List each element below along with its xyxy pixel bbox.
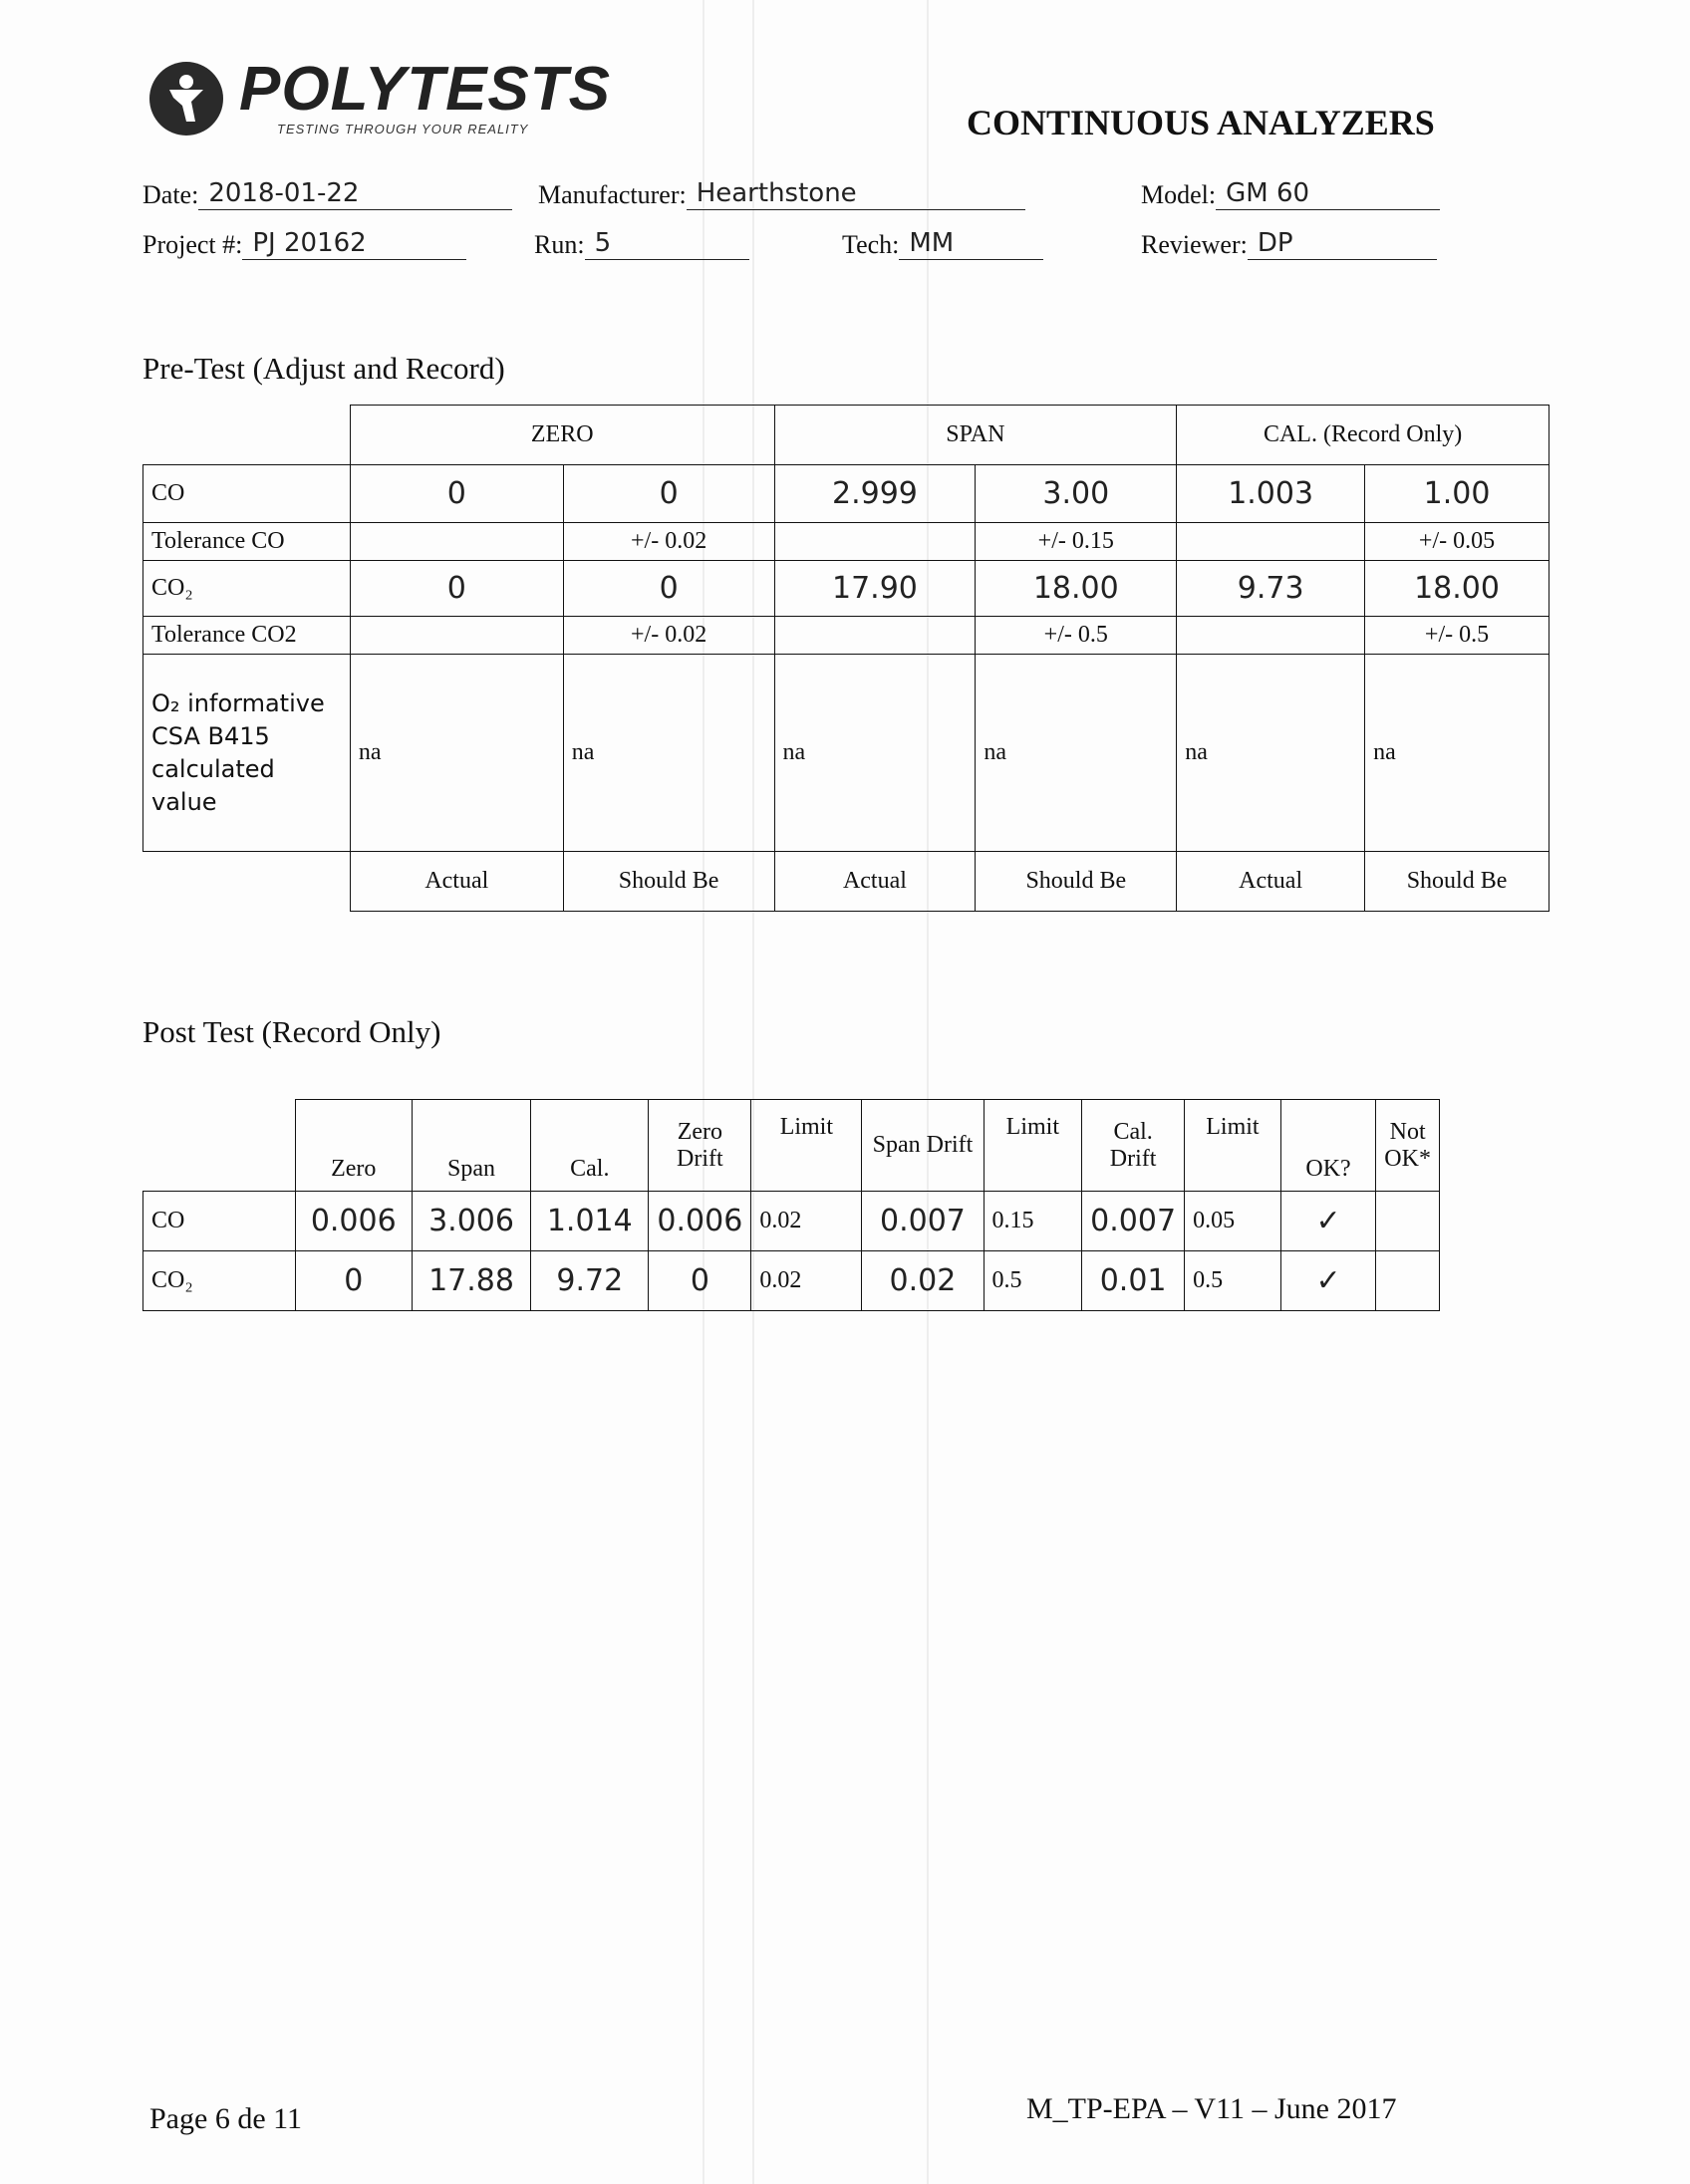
cell: 18.00 <box>1365 561 1549 617</box>
zero-header: ZERO <box>350 406 774 465</box>
cell: 1.00 <box>1365 465 1549 523</box>
col-footer: Should Be <box>976 852 1177 912</box>
row-label: Tolerance CO2 <box>143 617 351 655</box>
col-header: Span Drift <box>862 1100 984 1192</box>
cell <box>350 617 563 655</box>
model-value: GM 60 <box>1216 177 1440 210</box>
col-header: Limit <box>751 1100 862 1192</box>
scan-artifact <box>703 0 704 2184</box>
cell: 0.007 <box>862 1192 984 1251</box>
date-value: 2018-01-22 <box>198 177 512 210</box>
scan-artifact <box>927 0 929 2184</box>
col-header: Zero Drift <box>649 1100 751 1192</box>
cell: ✓ <box>1280 1192 1375 1251</box>
cell: 17.88 <box>412 1251 530 1311</box>
tech-field: Tech: MM <box>842 227 1043 260</box>
pretest-heading: Pre-Test (Adjust and Record) <box>142 351 505 386</box>
posttest-table <box>142 1099 1440 1311</box>
table-row <box>143 617 1549 655</box>
cell: 0.5 <box>984 1251 1082 1311</box>
cell: +/- 0.02 <box>563 617 774 655</box>
cell: 3.006 <box>412 1192 530 1251</box>
col-header: Limit <box>1185 1100 1281 1192</box>
cell: +/- 0.5 <box>1365 617 1549 655</box>
col-header: Span <box>412 1100 530 1192</box>
cell <box>1177 617 1365 655</box>
brand-name: POLYTESTS <box>239 55 612 124</box>
col-footer: Actual <box>1177 852 1365 912</box>
cell: 0.02 <box>751 1192 862 1251</box>
cell <box>350 523 563 561</box>
col-header: Cal. Drift <box>1082 1100 1185 1192</box>
document-id: M_TP-EPA – V11 – June 2017 <box>1026 2092 1397 2125</box>
cell: 0.006 <box>649 1192 751 1251</box>
cell: 0.05 <box>1185 1192 1281 1251</box>
scan-artifact <box>752 0 754 2184</box>
span-header: SPAN <box>774 406 1177 465</box>
table-row <box>143 561 1549 617</box>
brand-tagline: TESTING THROUGH YOUR REALITY <box>277 122 529 136</box>
date-field: Date: 2018-01-22 <box>142 177 512 210</box>
model-field: Model: GM 60 <box>1141 177 1440 210</box>
run-field: Run: 5 <box>534 227 749 260</box>
col-footer: Actual <box>350 852 563 912</box>
cell: ✓ <box>1280 1251 1375 1311</box>
cell <box>774 523 976 561</box>
cell: 18.00 <box>976 561 1177 617</box>
cell <box>1376 1192 1440 1251</box>
cell: 0.02 <box>751 1251 862 1311</box>
col-header: Zero <box>295 1100 412 1192</box>
cell: 1.003 <box>1177 465 1365 523</box>
col-footer: Actual <box>774 852 976 912</box>
row-label: CO₂ <box>143 1251 296 1311</box>
table-row <box>143 1192 1440 1251</box>
reviewer-value: DP <box>1248 227 1437 260</box>
col-header: Cal. <box>531 1100 649 1192</box>
document-title: CONTINUOUS ANALYZERS <box>967 103 1435 142</box>
table-row <box>143 655 1549 852</box>
cell: +/- 0.15 <box>976 523 1177 561</box>
col-header: Limit <box>984 1100 1082 1192</box>
cell: 0 <box>649 1251 751 1311</box>
col-header: OK? <box>1280 1100 1375 1192</box>
polytests-logo <box>149 55 612 144</box>
cell: 9.72 <box>531 1251 649 1311</box>
cell: 17.90 <box>774 561 976 617</box>
cell: 0 <box>563 465 774 523</box>
pretest-table <box>142 405 1549 912</box>
page-number: Page 6 de 11 <box>149 2102 303 2135</box>
cell: 0.15 <box>984 1192 1082 1251</box>
cell: 0.01 <box>1082 1251 1185 1311</box>
cell <box>774 617 976 655</box>
cell: 0.006 <box>295 1192 412 1251</box>
logo-person-icon <box>149 62 223 136</box>
cell: na <box>563 655 774 852</box>
cell: 0.007 <box>1082 1192 1185 1251</box>
col-footer: Should Be <box>1365 852 1549 912</box>
cell: 2.999 <box>774 465 976 523</box>
col-header: Not OK* <box>1376 1100 1440 1192</box>
cell: 0 <box>295 1251 412 1311</box>
cell: 9.73 <box>1177 561 1365 617</box>
cell <box>1177 523 1365 561</box>
manufacturer-field: Manufacturer: Hearthstone <box>538 177 1025 210</box>
row-label: CO <box>143 465 351 523</box>
cell <box>1376 1251 1440 1311</box>
table-row <box>143 1251 1440 1311</box>
table-row <box>143 523 1549 561</box>
cell: +/- 0.02 <box>563 523 774 561</box>
reviewer-field: Reviewer: DP <box>1141 227 1437 260</box>
manufacturer-value: Hearthstone <box>687 177 1025 210</box>
cell: na <box>1177 655 1365 852</box>
cell: 0.02 <box>862 1251 984 1311</box>
cal-header: CAL. (Record Only) <box>1177 406 1549 465</box>
cell: na <box>350 655 563 852</box>
cell: 0 <box>350 465 563 523</box>
row-label: CO₂ <box>143 561 351 617</box>
run-value: 5 <box>585 227 749 260</box>
posttest-heading: Post Test (Record Only) <box>142 1014 441 1049</box>
cell: +/- 0.05 <box>1365 523 1549 561</box>
cell: na <box>774 655 976 852</box>
cell: na <box>976 655 1177 852</box>
cell: na <box>1365 655 1549 852</box>
tech-value: MM <box>899 227 1043 260</box>
cell: 0 <box>563 561 774 617</box>
cell: 0 <box>350 561 563 617</box>
project-field: Project #: PJ 20162 <box>142 227 466 260</box>
cell: 1.014 <box>531 1192 649 1251</box>
project-value: PJ 20162 <box>242 227 466 260</box>
cell: 0.5 <box>1185 1251 1281 1311</box>
row-label: CO <box>143 1192 296 1251</box>
cell: 3.00 <box>976 465 1177 523</box>
row-label: O₂ informative CSA B415 calculated value <box>143 655 351 852</box>
col-footer: Should Be <box>563 852 774 912</box>
row-label: Tolerance CO <box>143 523 351 561</box>
table-row <box>143 465 1549 523</box>
cell: +/- 0.5 <box>976 617 1177 655</box>
